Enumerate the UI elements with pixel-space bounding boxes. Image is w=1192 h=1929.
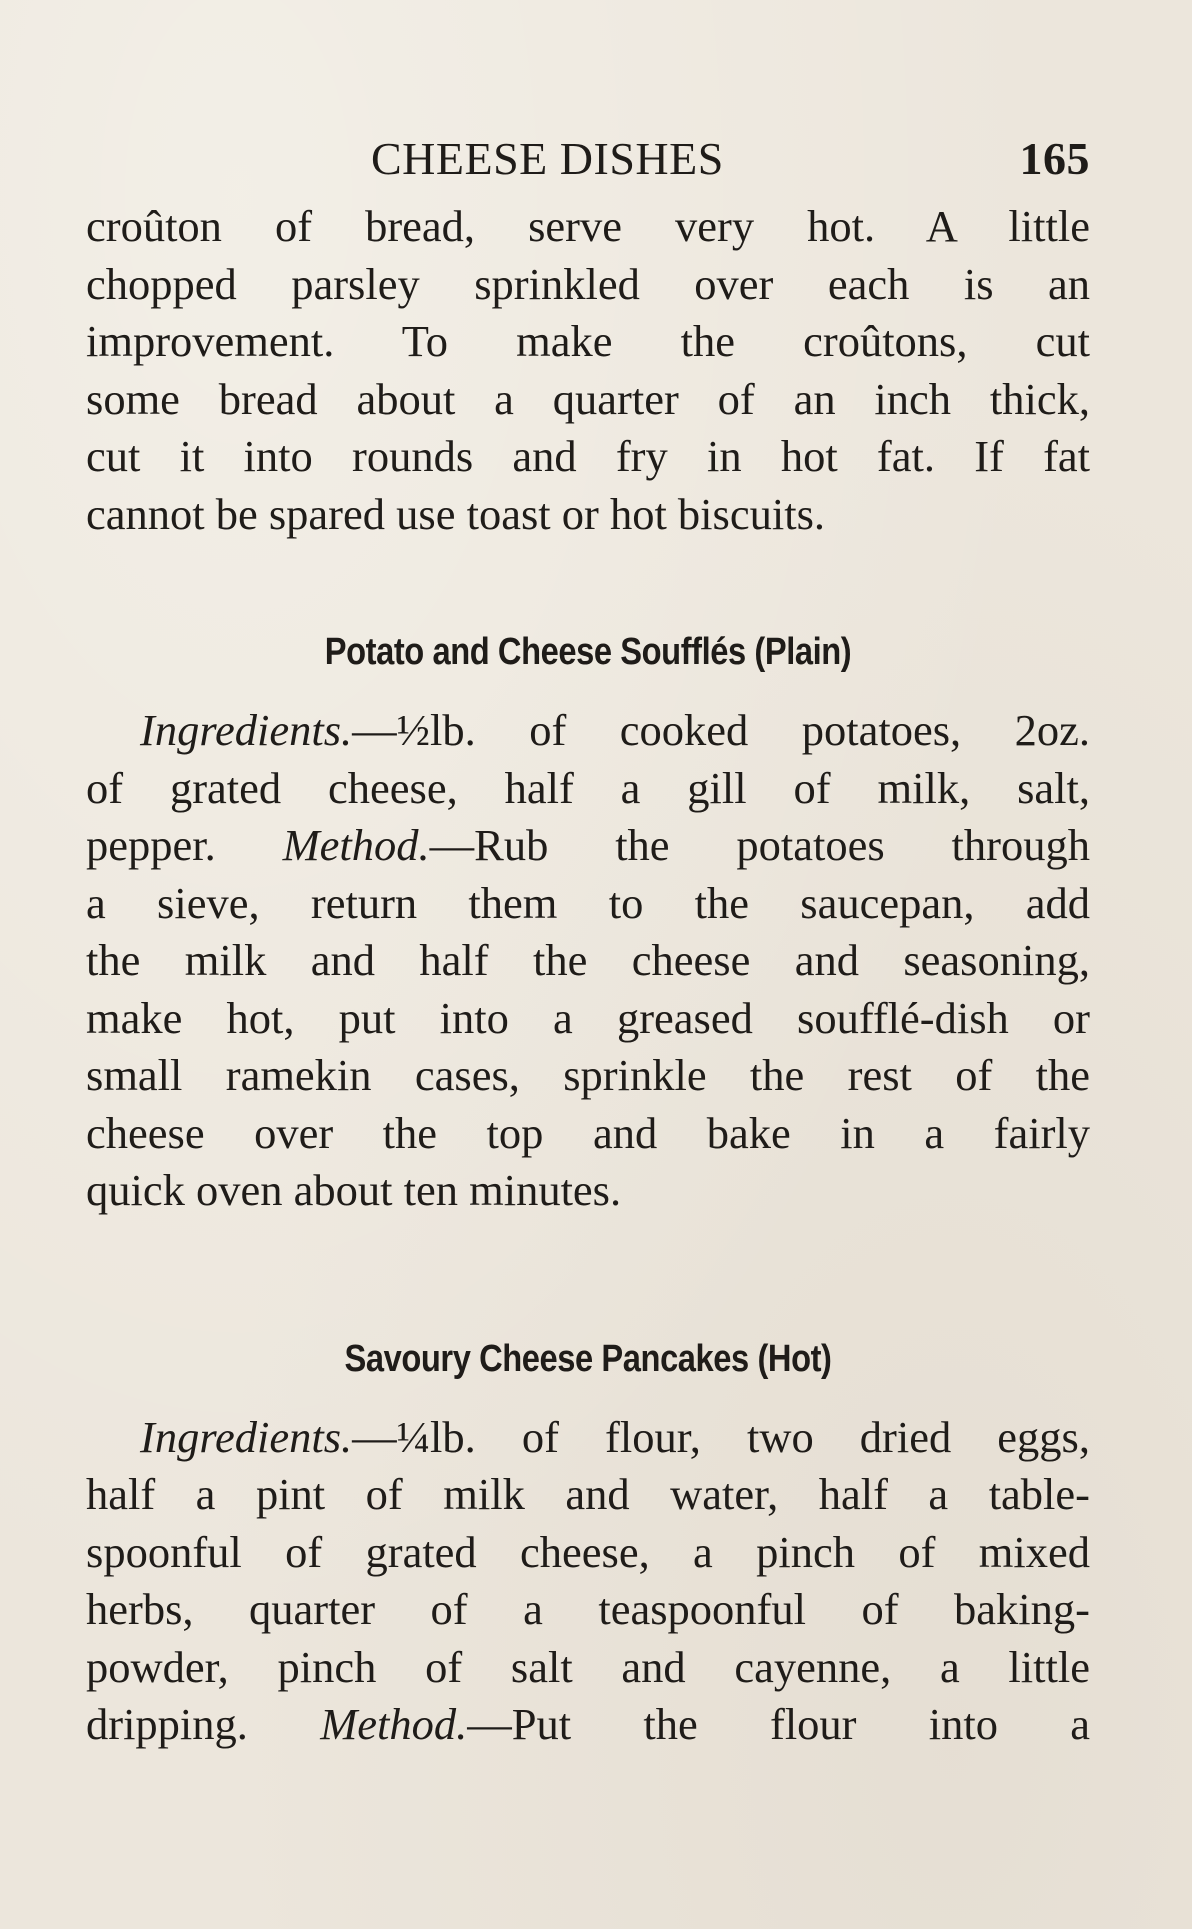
ingredients-text: —½lb. of cooked potatoes, 2oz. <box>352 705 1090 755</box>
ingredients-label: Ingredients. <box>140 705 353 755</box>
text-line <box>86 702 1090 760</box>
text-line: croûton of bread, serve very hot. A little <box>86 201 1090 251</box>
intro-paragraph <box>86 198 1090 543</box>
ingredients-text: —¼lb. of flour, two dried eggs, <box>352 1411 1090 1462</box>
method-label: Method. <box>320 1699 468 1749</box>
text-line: improvement. To make the croûtons, cut <box>86 316 1090 366</box>
text-line: small ramekin cases, sprinkle the rest of the <box>86 1050 1090 1100</box>
text-line: chopped parsley sprinkled over each is an <box>86 258 1090 309</box>
text-line: some bread about a quarter of an inch thick, <box>86 373 1090 424</box>
text-line: a sieve, return them to the saucepan, add <box>86 877 1090 928</box>
text-line: the milk and half the cheese and seasoning, <box>86 935 1090 985</box>
text-line: herbs, quarter of a teaspoonful of baking- <box>86 1584 1090 1634</box>
text-line <box>86 1409 1090 1467</box>
text-line: powder, pinch of salt and cayenne, a little <box>86 1641 1090 1692</box>
text-line: cut it into rounds and fry in hot fat. If fat <box>86 431 1090 481</box>
recipe-paragraph <box>86 1409 1090 1754</box>
method-text: —Rub the potatoes through <box>429 820 1090 870</box>
text-line: spoonful of grated cheese, a pinch of mixed <box>86 1526 1090 1577</box>
text-line: cheese over the top and bake in a fairly <box>86 1107 1090 1158</box>
text-line <box>86 1696 1090 1754</box>
text-line: half a pint of milk and water, half a table- <box>86 1469 1090 1519</box>
book-page <box>86 128 1090 1754</box>
page-number: 165 <box>1019 133 1090 184</box>
recipe-title: Savoury Cheese Pancakes (Hot) <box>344 1337 832 1380</box>
text-line: of grated cheese, half a gill of milk, salt, <box>86 762 1090 813</box>
recipe-title: Potato and Cheese Soufflés (Plain) <box>324 631 852 673</box>
text-line: quick oven about ten minutes. <box>86 1165 622 1215</box>
text-line <box>86 817 1090 875</box>
text-fragment: pepper. <box>86 820 283 870</box>
recipe-paragraph <box>86 702 1090 1220</box>
running-title: CHEESE DISHES <box>371 133 724 184</box>
text-line: make hot, put into a greased soufflé-dish or <box>86 992 1090 1043</box>
running-head <box>86 128 1090 198</box>
method-label: Method. <box>282 820 430 870</box>
ingredients-label: Ingredients. <box>140 1411 353 1462</box>
text-fragment: dripping. <box>86 1699 321 1749</box>
method-text: —Put the flour into a <box>467 1699 1090 1749</box>
text-line: cannot be spared use toast or hot biscuits. <box>86 488 826 539</box>
